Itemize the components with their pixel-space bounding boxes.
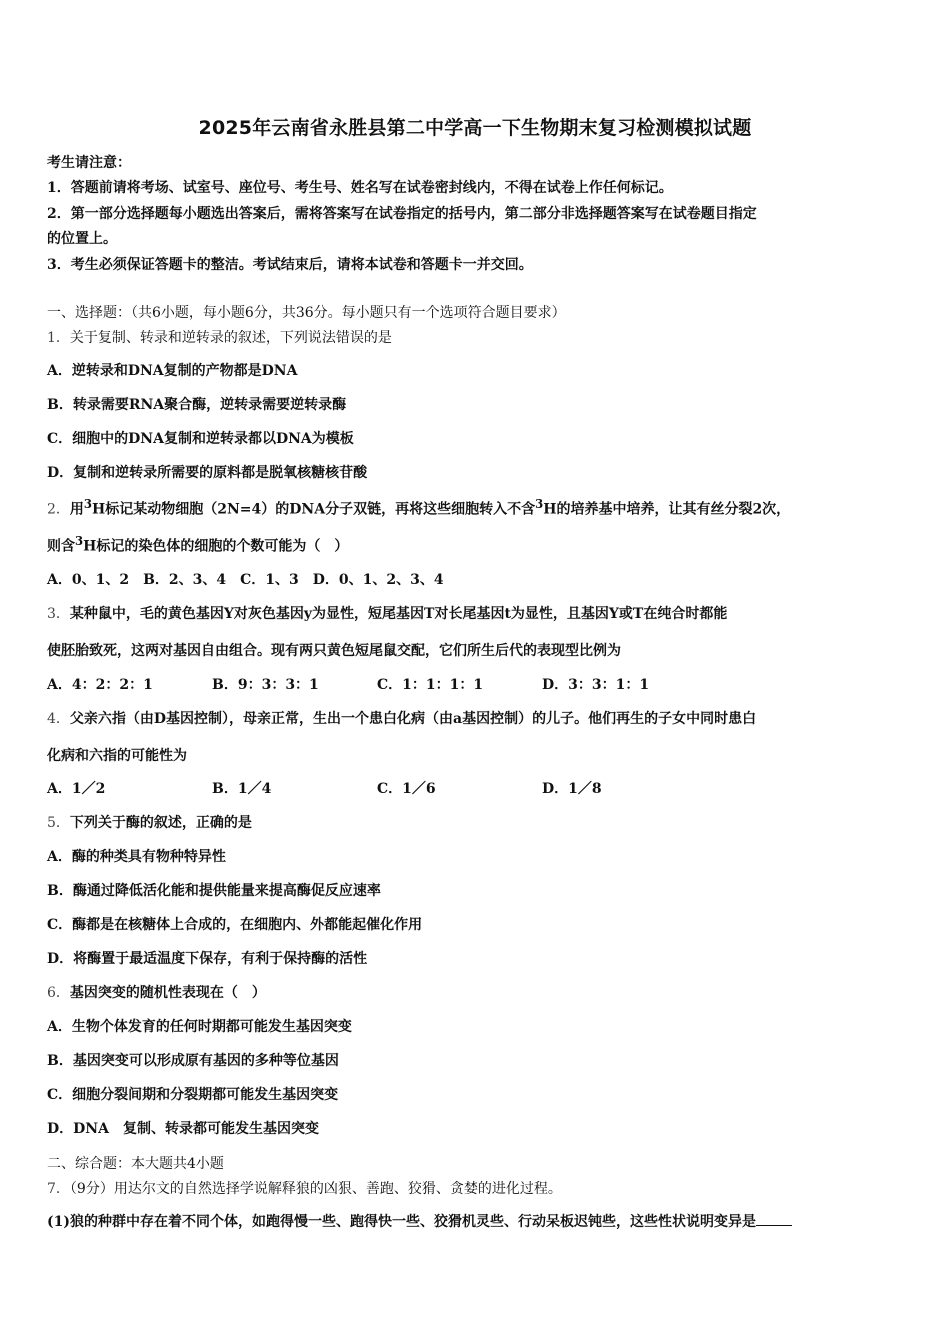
option: D．1／8 xyxy=(542,781,602,797)
question-3-stem-cont: 使胚胎致死，这两对基因自由组合。现有两只黄色短尾鼠交配，它们所生后代的表现型比例为 xyxy=(47,643,621,659)
option: B．基因突变可以形成原有基因的多种等位基因 xyxy=(47,1053,339,1069)
question-text: (1)狼的种群中存在着不同个体，如跑得慢一些、跑得快一些、狡猾机灵些、行动呆板迟钝些，这些性状说明变异是 xyxy=(47,1214,756,1230)
question-number: 5． xyxy=(47,815,70,831)
option: A．酶的种类具有物种特异性 xyxy=(47,849,226,865)
question-number: 4． xyxy=(47,711,70,727)
answer-blank[interactable] xyxy=(756,1213,792,1226)
question-number: 3． xyxy=(47,606,70,622)
page-title: 2025年云南省永胜县第二中学高一下生物期末复习检测模拟试题 xyxy=(198,117,752,139)
question-7-stem xyxy=(47,1178,562,1198)
option: A．4：2：2：1 xyxy=(47,677,153,693)
superscript: 3 xyxy=(75,534,84,548)
option: C．1：1：1：1 xyxy=(377,677,484,693)
option: B．转录需要RNA聚合酶，逆转录需要逆转录酶 xyxy=(47,397,347,413)
option: A．1／2 xyxy=(47,781,106,797)
question-text: 下列关于酶的叙述，正确的是 xyxy=(69,815,252,831)
question-text: 基因突变的随机性表现在（ ） xyxy=(69,985,266,1001)
notice-item: 3．考生必须保证答题卡的整洁。考试结束后，请将本试卷和答题卡一并交回。 xyxy=(47,257,533,273)
question-number: 6． xyxy=(47,985,70,1001)
question-text: H的培养基中培养，让其有丝分裂2次， xyxy=(543,501,791,518)
question-text: 关于复制、转录和逆转录的叙述，下列说法错误的是 xyxy=(69,330,392,346)
question-text: 父亲六指（由D基因控制），母亲正常，生出一个患白化病（由a基因控制）的儿子。他们再生的子女中同时患白 xyxy=(69,711,757,727)
question-number: 1． xyxy=(47,330,70,346)
option: C．细胞中的DNA复制和逆转录都以DNA为模板 xyxy=(47,431,354,447)
option: A．逆转录和DNA复制的产物都是DNA xyxy=(47,363,298,379)
question-6-stem xyxy=(47,982,266,1002)
question-text: 则含 xyxy=(47,538,75,555)
notice-item: 2．第一部分选择题每小题选出答案后，需将答案写在试卷指定的括号内，第二部分非选择题答案写在试卷题目指定 xyxy=(47,206,757,222)
option: B．9：3：3：1 xyxy=(212,677,319,693)
option-line: A．0、1、2 B．2、3、4 C．1、3 D．0、1、2、3、4 xyxy=(47,572,444,588)
notice-item: 1．答题前请将考场、试室号、座位号、考生号、姓名写在试卷密封线内，不得在试卷上作任何标记。 xyxy=(47,180,673,196)
question-text: H标记的染色体的细胞的个数可能为（ ） xyxy=(83,538,349,555)
superscript: 3 xyxy=(535,497,544,511)
notice-item: 的位置上。 xyxy=(47,231,117,247)
option: C．1／6 xyxy=(377,781,436,797)
option: D．复制和逆转录所需要的原料都是脱氧核糖核苷酸 xyxy=(47,465,368,481)
question-3-stem xyxy=(47,603,727,623)
option: B．酶通过降低活化能和提供能量来提高酶促反应速率 xyxy=(47,883,381,899)
question-text: （9分）用达尔文的自然选择学说解释狼的凶狠、善跑、狡猾、贪婪的进化过程。 xyxy=(69,1181,562,1197)
question-2-stem-cont xyxy=(47,534,348,556)
question-1-stem xyxy=(47,327,392,347)
question-4-stem xyxy=(47,708,756,728)
option: A．生物个体发育的任何时期都可能发生基因突变 xyxy=(47,1019,352,1035)
notice-heading: 考生请注意： xyxy=(47,155,131,171)
section1-heading: 一、选择题：（共6小题，每小题6分，共36分。每小题只有一个选项符合题目要求） xyxy=(47,305,566,321)
option: C．细胞分裂间期和分裂期都可能发生基因突变 xyxy=(47,1087,339,1103)
option: B．1／4 xyxy=(212,781,272,797)
question-number: 7． xyxy=(47,1181,70,1197)
question-2-stem xyxy=(47,497,790,519)
section2-heading: 二、综合题：本大题共4小题 xyxy=(47,1156,224,1172)
question-number: 2． xyxy=(47,501,70,518)
option-line xyxy=(47,778,602,798)
question-text: 某种鼠中，毛的黄色基因Y对灰色基因y为显性，短尾基因T对长尾基因t为显性，且基因Y或T在纯合时都能 xyxy=(69,606,728,622)
option-line xyxy=(47,674,649,694)
question-text: H标记某动物细胞（2N=4）的DNA分子双链，再将这些细胞转入不含 xyxy=(92,501,536,518)
question-5-stem xyxy=(47,812,252,832)
superscript: 3 xyxy=(83,497,93,511)
option: D．DNA 复制、转录都可能发生基因突变 xyxy=(47,1121,319,1137)
option: D．3：3：1：1 xyxy=(542,677,650,693)
option: C．酶都是在核糖体上合成的，在细胞内、外都能起催化作用 xyxy=(47,917,423,933)
question-7-sub1 xyxy=(47,1211,792,1231)
option: D．将酶置于最适温度下保存，有利于保持酶的活性 xyxy=(47,951,368,967)
question-text: 用 xyxy=(69,501,84,518)
question-4-stem-cont: 化病和六指的可能性为 xyxy=(47,748,187,764)
